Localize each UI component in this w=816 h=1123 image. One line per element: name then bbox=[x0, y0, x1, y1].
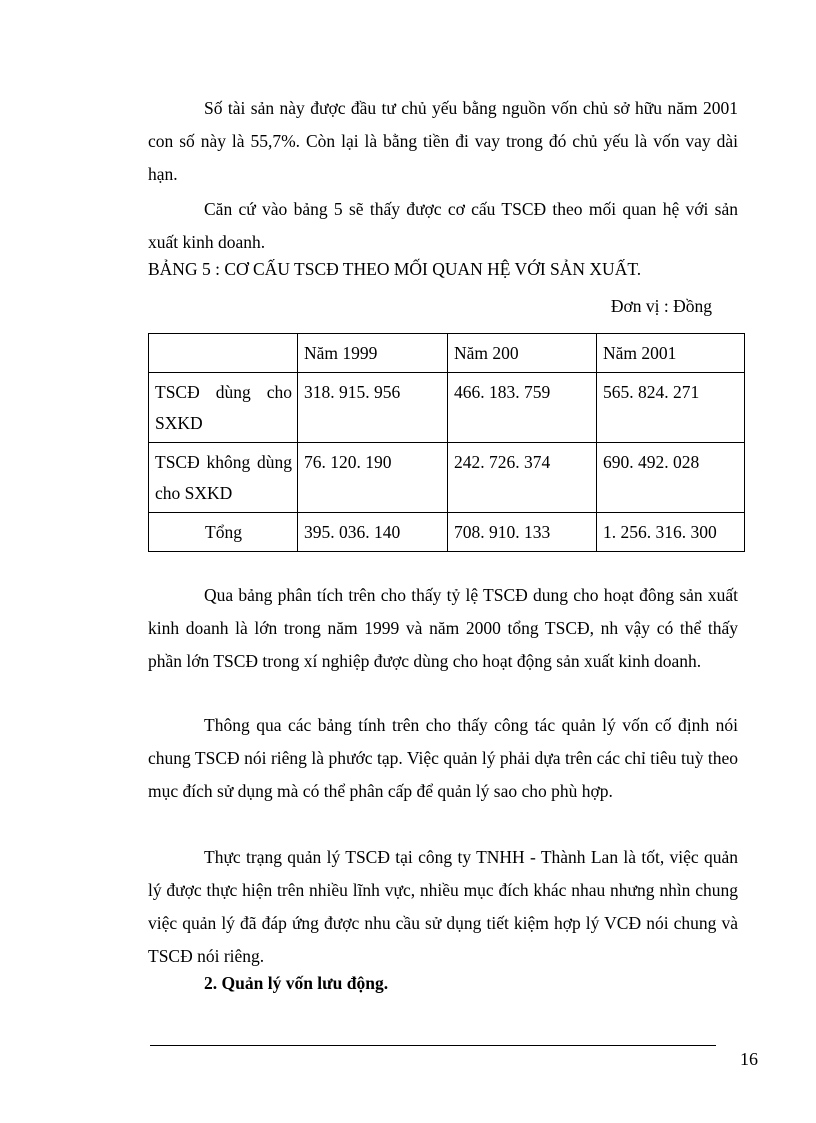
header-cell-2001: Năm 2001 bbox=[597, 334, 745, 373]
table-cell: 395. 036. 140 bbox=[298, 513, 448, 552]
table-cell: 708. 910. 133 bbox=[448, 513, 597, 552]
table-cell: 565. 824. 271 bbox=[597, 373, 745, 443]
table-cell: 466. 183. 759 bbox=[448, 373, 597, 443]
paragraph-3: Qua bảng phân tích trên cho thấy tỷ lệ TSCĐ dung cho hoạt đông sản xuất kinh doanh là lớn trong năm 1999 và năm 2000 tổng TSCĐ, nh vậy có thể thấy phần lớn TSCĐ trong xí nghiệp được dùng cho hoạt động sản xuất kinh doanh. bbox=[148, 585, 738, 671]
table-cell: 242. 726. 374 bbox=[448, 443, 597, 513]
section-heading: 2. Quản lý vốn lưu động. bbox=[204, 973, 389, 993]
footer-divider bbox=[150, 1045, 716, 1046]
table-cell: 1. 256. 316. 300 bbox=[597, 513, 745, 552]
table-cell: 690. 492. 028 bbox=[597, 443, 745, 513]
header-cell-2000: Năm 200 bbox=[448, 334, 597, 373]
table-cell: 318. 915. 956 bbox=[298, 373, 448, 443]
row-label: TSCĐ không dùng cho SXKD bbox=[149, 443, 298, 513]
row-label: TSCĐ dùng cho SXKD bbox=[149, 373, 298, 443]
paragraph-5: Thực trạng quản lý TSCĐ tại công ty TNHH - Thành Lan là tốt, việc quản lý được thực hiện trên nhiều lĩnh vực, nhiều mục đích khác nhau nhưng nhìn chung việc quản lý đã đáp ứng được nhu cầu sử dụng tiết kiệm hợp lý VCĐ nói chung và TSCĐ nói riêng. bbox=[148, 847, 738, 966]
table-row bbox=[149, 373, 745, 443]
row-label-total: Tổng bbox=[149, 513, 298, 552]
table-unit: Đơn vị : Đồng bbox=[610, 296, 712, 316]
page-number: 16 bbox=[740, 1049, 758, 1069]
paragraph-2: Căn cứ vào bảng 5 sẽ thấy được cơ cấu TSCĐ theo mối quan hệ với sản xuất kinh doanh. bbox=[148, 199, 738, 252]
paragraph-1: Số tài sản này được đầu tư chủ yếu bằng nguồn vốn chủ sở hữu năm 2001 con số này là 55,7%. Còn lại là bằng tiền đi vay trong đó chủ yếu là vốn vay dài hạn. bbox=[148, 98, 738, 184]
header-cell-empty bbox=[149, 334, 298, 373]
table-total-row bbox=[149, 513, 745, 552]
table-cell: 76. 120. 190 bbox=[298, 443, 448, 513]
table-header-row bbox=[149, 334, 745, 373]
table-caption: BẢNG 5 : CƠ CẤU TSCĐ THEO MỐI QUAN HỆ VỚI SẢN XUẤT. bbox=[148, 259, 642, 279]
asset-structure-table bbox=[148, 333, 745, 552]
table-row bbox=[149, 443, 745, 513]
header-cell-1999: Năm 1999 bbox=[298, 334, 448, 373]
paragraph-4: Thông qua các bảng tính trên cho thấy công tác quản lý vốn cố định nói chung TSCĐ nói riêng là phước tạp. Việc quản lý phải dựa trên các chỉ tiêu tuỳ theo mục đích sử dụng mà có thể phân cấp để quản lý sao cho phù hợp. bbox=[148, 715, 738, 801]
